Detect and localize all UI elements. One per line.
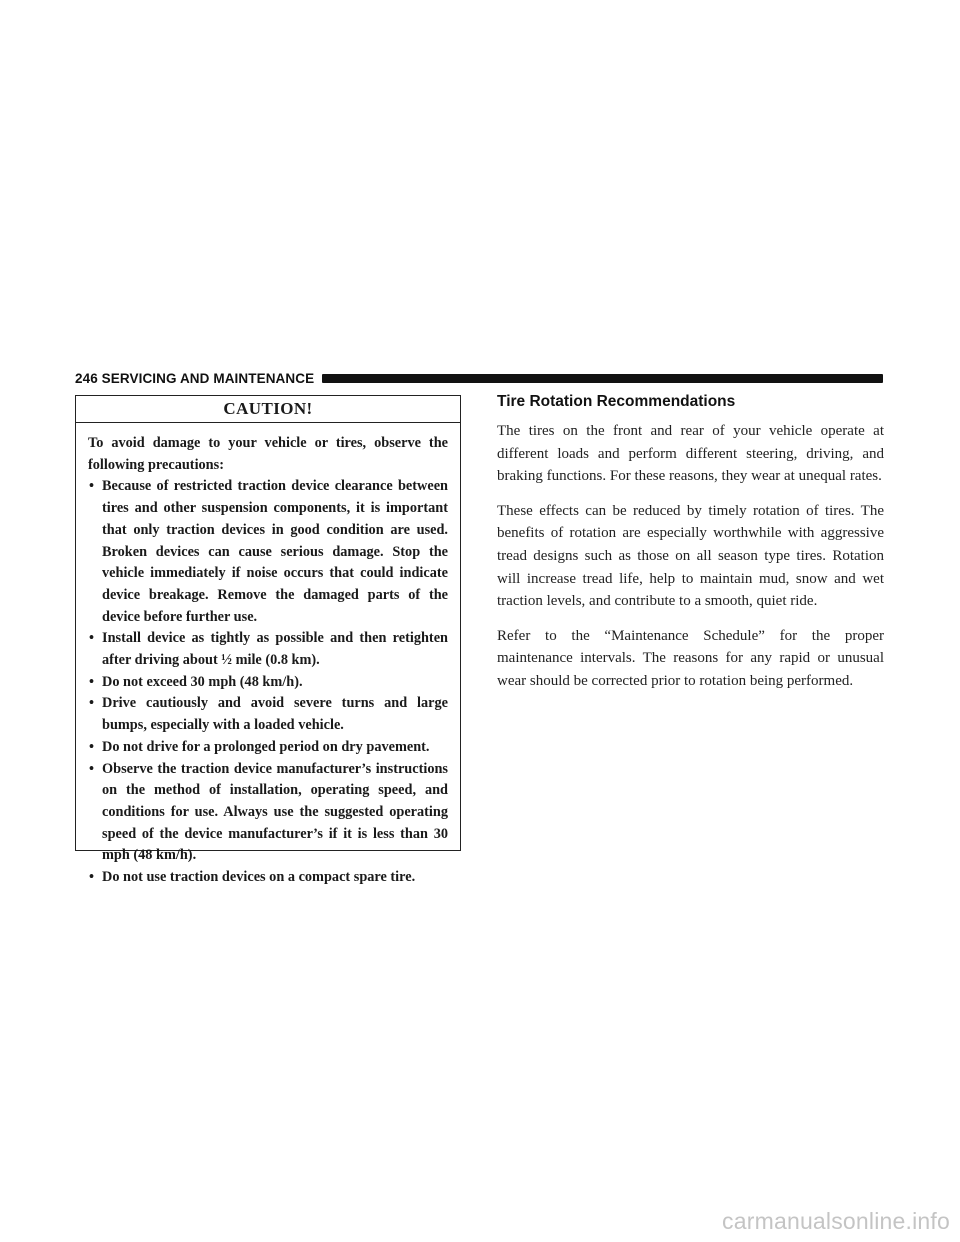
bullet-icon: • xyxy=(89,738,95,755)
caution-item xyxy=(88,672,448,694)
section-paragraph: The tires on the front and rear of your vehicle operate at different loads and perform different steering, driving, and braking functions. For these reasons, they wear at unequal rates. xyxy=(497,423,884,485)
bullet-icon: • xyxy=(89,695,95,712)
caution-item-text: Because of restricted traction device clearance between tires and other suspension components, it is important that only traction devices in good condition are used. Broken devices can cause serious damage. Stop the vehicle immediately if noise occurs that could indicate device breakage. Remove the damaged parts of the device before further use. xyxy=(102,478,448,625)
footer-watermark: carmanualsonline.info xyxy=(722,1208,950,1234)
caution-item xyxy=(88,476,448,628)
tire-rotation-section xyxy=(497,392,884,705)
section-paragraph: These effects can be reduced by timely rotation of tires. The benefits of rotation are especially worthwhile with aggressive tread designs such as those on all season type tires. Rotation will increase tread life, help to maintain mud, snow and wet traction levels, and contribute to a smooth, quiet ride. xyxy=(497,502,884,610)
caution-item-text: Drive cautiously and avoid severe turns and large bumps, especially with a loaded vehicle. xyxy=(102,695,448,734)
page-label: 246 SERVICING AND MAINTENANCE xyxy=(75,370,315,386)
caution-item xyxy=(88,628,448,671)
caution-item-text: Do not exceed 30 mph (48 km/h). xyxy=(102,673,303,690)
caution-item-text: Observe the traction device manufacturer’s instructions on the method of installation, operating speed, and conditions for use. Always use the suggested operating speed of the device manufacturer’s if it is less than 30 mph (48 km/h). xyxy=(102,760,448,864)
bullet-icon: • xyxy=(89,760,95,777)
bullet-icon: • xyxy=(89,673,95,690)
caution-box xyxy=(75,395,461,886)
caution-item xyxy=(88,759,448,868)
header-rule xyxy=(322,374,883,383)
caution-title: CAUTION! xyxy=(76,396,460,423)
bullet-icon: • xyxy=(89,478,95,495)
caution-list xyxy=(88,476,448,888)
caution-item-text: Install device as tightly as possible and then retighten after driving about ½ mile (0.8 km). xyxy=(102,630,448,669)
caution-intro: To avoid damage to your vehicle or tires, observe the following precautions: xyxy=(88,435,448,473)
caution-item-text: Do not use traction devices on a compact spare tire. xyxy=(102,869,416,886)
caution-item-text: Do not drive for a prolonged period on dry pavement. xyxy=(102,738,430,755)
section-heading: Tire Rotation Recommendations xyxy=(497,393,736,410)
caution-body xyxy=(76,423,460,889)
section-paragraph: Refer to the “Maintenance Schedule” for the proper maintenance intervals. The reasons for any rapid or unusual wear should be corrected prior to rotation being performed. xyxy=(497,627,884,689)
caution-item xyxy=(88,867,448,889)
caution-item xyxy=(88,693,448,736)
bullet-icon: • xyxy=(89,630,95,647)
bullet-icon: • xyxy=(89,869,95,886)
running-header xyxy=(75,369,883,387)
caution-item xyxy=(88,737,448,759)
